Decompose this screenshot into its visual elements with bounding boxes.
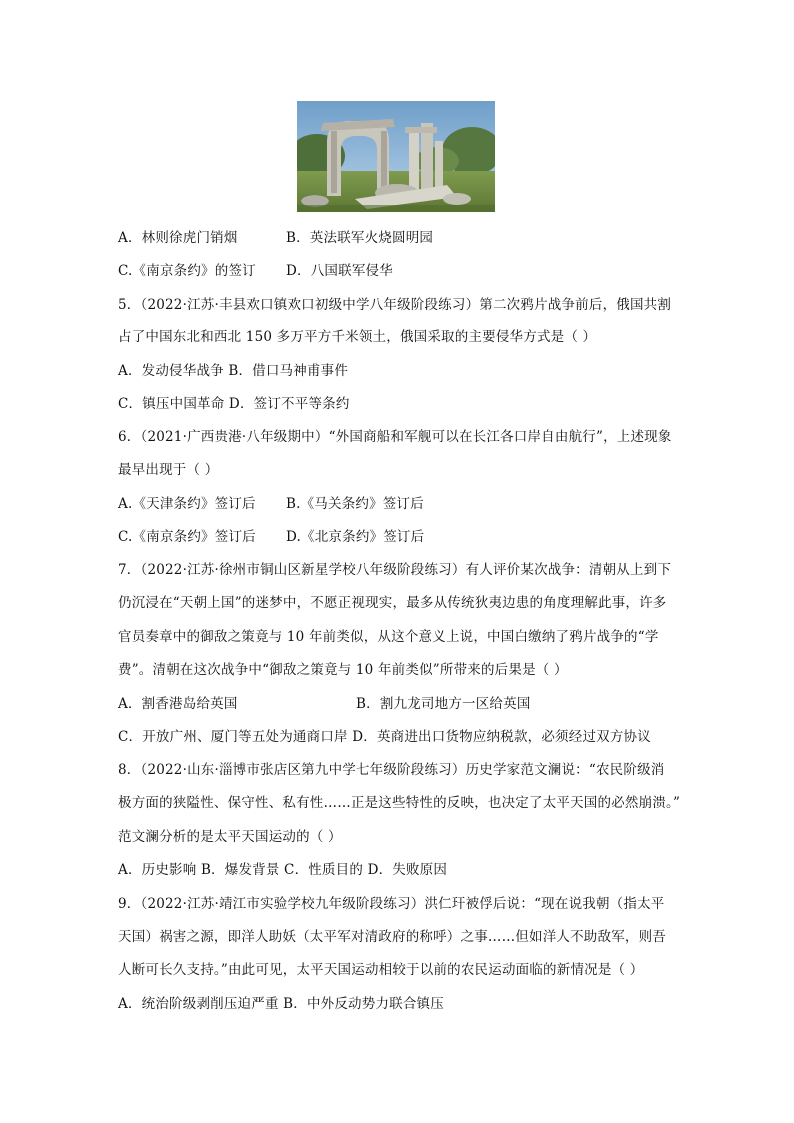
q5-stem-line-1: 5．（2022·江苏·丰县欢口镇欢口初级中学八年级阶段练习）第二次鸦片战争前后，俄国共割 [118,297,672,313]
yuanmingyuan-ruins-photo [297,101,495,212]
q9-options-ab[interactable]: A．统治阶级剥削压迫严重 B．中外反动势力联合镇压 [118,996,444,1012]
q8-stem-line-2: 极方面的狭隘性、保守性、私有性……正是这些特性的反映，也决定了太平天国的必然崩溃。” [118,795,681,811]
q6-options-row-1 [118,494,424,514]
q6-option-a[interactable]: A.《天津条约》签订后 [118,496,256,512]
q5-options-ab[interactable]: A．发动侵华战争 B．借口马神甫事件 [118,363,349,379]
q7-stem-line-4: 费”。清朝在这次战争中“御敌之策竟与 10 年前类似”所带来的后果是（ ） [118,662,568,678]
q7-stem-line-3: 官员奏章中的御敌之策竟与 10 年前类似，从这个意义上说，中国白缴纳了鸦片战争的“学 [118,629,659,645]
q7-options-cd[interactable]: C．开放广州、厦门等五处为通商口岸 D．英商进出口货物应纳税款，必须经过双方协议 [118,729,651,745]
q7-option-a[interactable]: A．割香港岛给英国 [118,696,238,712]
q9-stem-line-1: 9．（2022·江苏·靖江市实验学校九年级阶段练习）洪仁玕被俘后说：“现在说我朝（指太平 [118,896,665,912]
q4-option-c[interactable]: C.《南京条约》的签订 [118,263,256,279]
q4-option-b[interactable]: B．英法联军火烧圆明园 [286,230,434,246]
q7-stem-line-2: 仍沉浸在“天朝上国”的迷梦中，不愿正视现实，最多从传统狄夷边患的角度理解此事，许多 [118,595,667,611]
q7-option-b[interactable]: B．割九龙司地方一区给英国 [356,696,531,712]
q7-options-row-1 [118,694,531,714]
q6-stem-line-2: 最早出现于（ ） [118,462,219,478]
q4-option-a[interactable]: A．林则徐虎门销烟 [118,230,238,246]
q9-stem-line-2: 天国）祸害之源，即洋人助妖（太平军对清政府的称呼）之事……但如洋人不助敌军，则吾 [118,929,666,945]
q8-stem-line-3: 范文澜分析的是太平天国运动的（ ） [118,829,342,845]
q6-option-d[interactable]: D.《北京条约》签订后 [286,529,425,545]
question-4-options-row-1 [118,228,433,248]
q6-options-row-2 [118,527,424,547]
q4-option-d[interactable]: D．八国联军侵华 [286,263,393,279]
q5-stem-line-2: 占了中国东北和西北 150 多万平方千米领土，俄国采取的主要侵华方式是（ ） [118,329,597,345]
q6-option-b[interactable]: B.《马关条约》签订后 [286,496,424,512]
q6-option-c[interactable]: C.《南京条约》签订后 [118,529,256,545]
q5-options-cd[interactable]: C．镇压中国革命 D．签订不平等条约 [118,396,350,412]
q6-stem-line-1: 6．（2021·广西贵港·八年级期中）“外国商船和军舰可以在长江各口岸自由航行”，上述现象 [118,429,672,445]
question-4-options-row-2 [118,261,393,281]
q7-stem-line-1: 7．（2022·江苏·徐州市铜山区新星学校八年级阶段练习）有人评价某次战争：清朝从上到下 [118,562,672,578]
q8-stem-line-1: 8．（2022·山东·淄博市张店区第九中学七年级阶段练习）历史学家范文澜说：“农民阶级消 [118,762,665,778]
q9-stem-line-3: 人断可长久支持。”由此可见，太平天国运动相较于以前的农民运动面临的新情况是（ ） [118,962,644,978]
q8-options[interactable]: A．历史影响 B．爆发背景 C．性质目的 D．失败原因 [118,862,448,878]
